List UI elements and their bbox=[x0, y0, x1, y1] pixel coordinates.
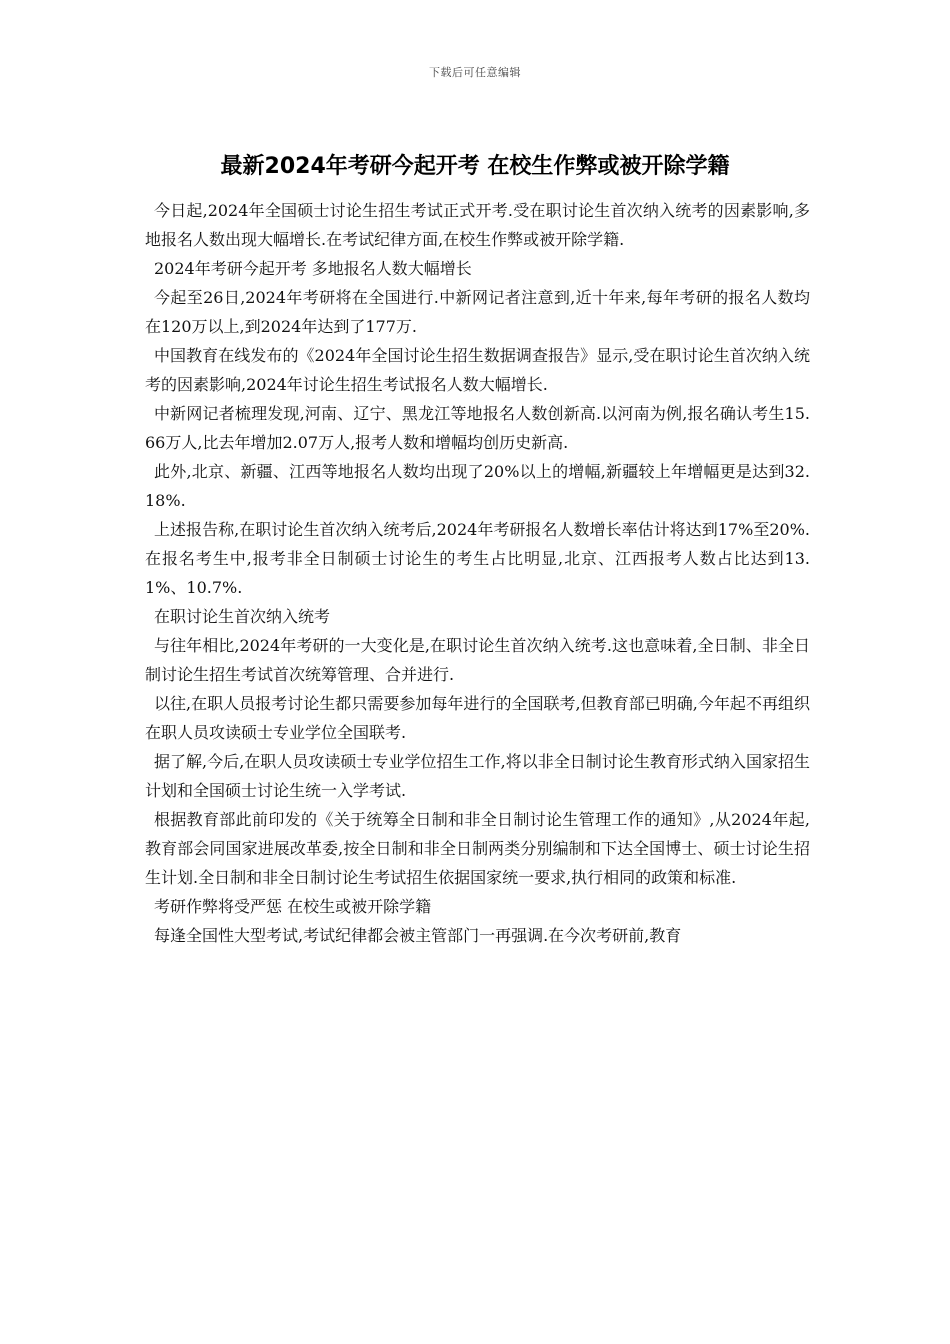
paragraph: 中新网记者梳理发现,河南、辽宁、黑龙江等地报名人数创新高.以河南为例,报名确认考生15.66万人,比去年增加2.07万人,报考人数和增幅均创历史新高. bbox=[145, 404, 810, 452]
paragraph: 中国教育在线发布的《2024年全国讨论生招生数据调查报告》显示,受在职讨论生首次纳入统考的因素影响,2024年讨论生招生考试报名人数大幅增长. bbox=[145, 346, 810, 394]
paragraph: 与往年相比,2024年考研的一大变化是,在职讨论生首次纳入统考.这也意味着,全日制、非全日制讨论生招生考试首次统筹管理、合并进行. bbox=[145, 636, 810, 684]
paragraph: 根据教育部此前印发的《关于统筹全日制和非全日制讨论生管理工作的通知》,从2024年起,教育部会同国家进展改革委,按全日制和非全日制两类分别编制和下达全国博士、硕士讨论生招生计划.全日制和非全日制讨论生考试招生依据国家统一要求,执行相同的政策和标准. bbox=[145, 810, 810, 887]
header-note: 下载后可任意编辑 bbox=[429, 66, 521, 79]
subheading-enrollment: 2024年考研今起开考 多地报名人数大幅增长 bbox=[154, 259, 472, 278]
paragraph: 今起至26日,2024年考研将在全国进行.中新网记者注意到,近十年来,每年考研的报名人数均在120万以上,到2024年达到了177万. bbox=[145, 288, 810, 336]
subheading-cheating: 考研作弊将受严惩 在校生或被开除学籍 bbox=[154, 897, 432, 916]
paragraph: 上述报告称,在职讨论生首次纳入统考后,2024年考研报名人数增长率估计将达到17%至20%.在报名考生中,报考非全日制硕士讨论生的考生占比明显,北京、江西报考人数占比达到13.1%、10.7%. bbox=[145, 520, 810, 597]
article-title: 最新2024年考研今起开考 在校生作弊或被开除学籍 bbox=[220, 154, 730, 179]
paragraph-intro: 今日起,2024年全国硕士讨论生招生考试正式开考.受在职讨论生首次纳入统考的因素影响,多地报名人数出现大幅增长.在考试纪律方面,在校生作弊或被开除学籍. bbox=[145, 201, 810, 249]
paragraph: 据了解,今后,在职人员攻读硕士专业学位招生工作,将以非全日制讨论生教育形式纳入国家招生计划和全国硕士讨论生统一入学考试. bbox=[145, 752, 810, 800]
paragraph: 以往,在职人员报考讨论生都只需要参加每年进行的全国联考,但教育部已明确,今年起不再组织在职人员攻读硕士专业学位全国联考. bbox=[145, 694, 810, 742]
article-body bbox=[145, 196, 810, 950]
subheading-in-service: 在职讨论生首次纳入统考 bbox=[154, 607, 331, 626]
paragraph: 此外,北京、新疆、江西等地报名人数均出现了20%以上的增幅,新疆较上年增幅更是达到32.18%. bbox=[145, 462, 810, 510]
paragraph: 每逢全国性大型考试,考试纪律都会被主管部门一再强调.在今次考研前,教育 bbox=[154, 926, 682, 945]
